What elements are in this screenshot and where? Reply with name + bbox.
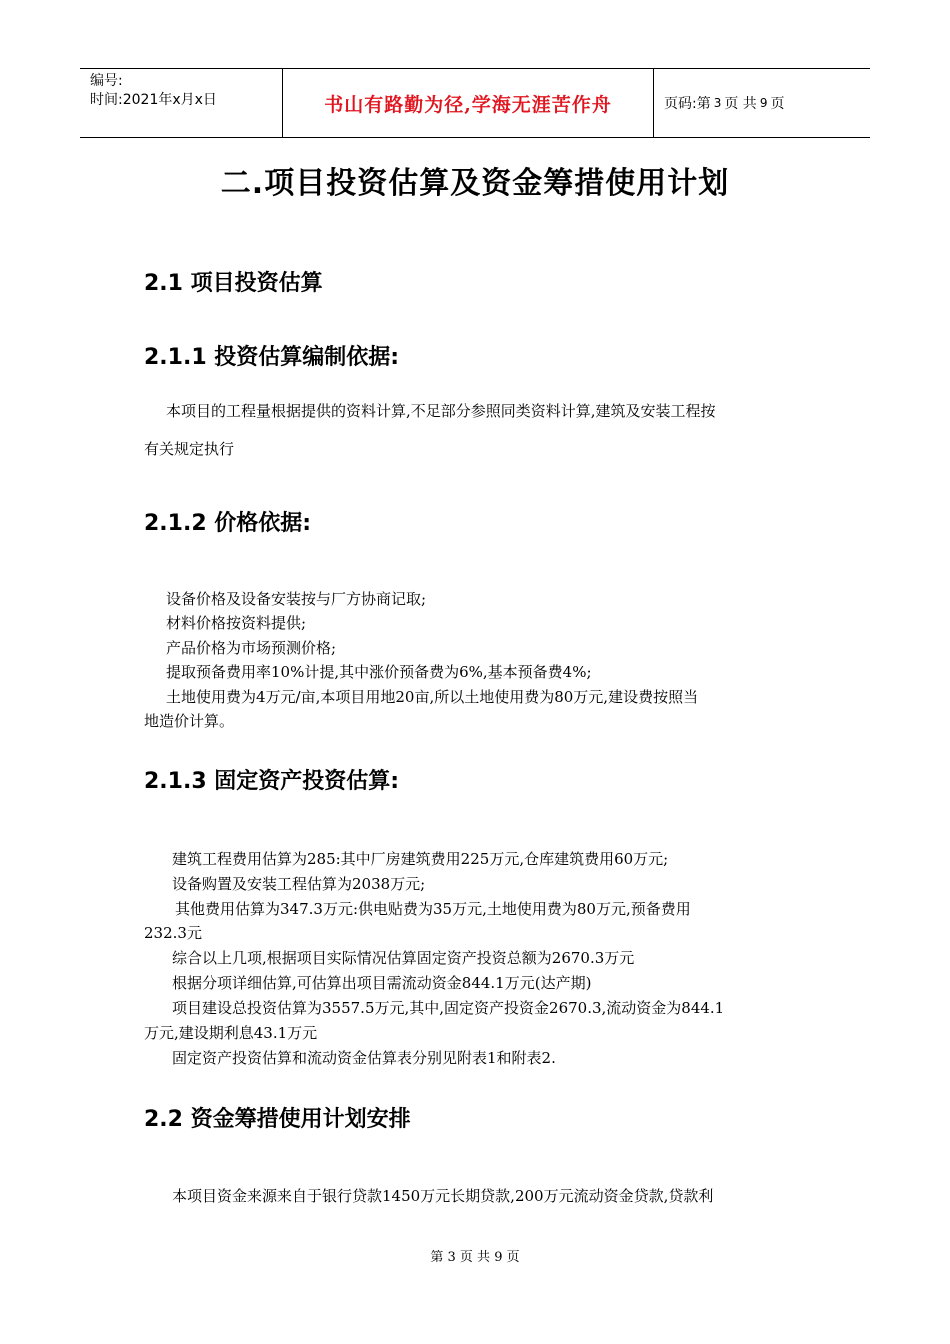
header-page-total: 9 (759, 96, 768, 110)
header-page-info (654, 69, 870, 137)
paragraph-line: 232.3元 (144, 924, 202, 942)
paragraph-line: 土地使用费为4万元/亩,本项目用地20亩,所以土地使用费为80万元,建设费按照当 (166, 688, 699, 706)
paragraph-line: 固定资产投资估算和流动资金估算表分别见附表1和附表2. (172, 1049, 556, 1067)
header-time-label: 时间:2021年x月x日 (90, 92, 217, 108)
paragraph-line: 根据分项详细估算,可估算出项目需流动资金844.1万元(达产期) (172, 974, 592, 992)
paragraph-line: 有关规定执行 (144, 440, 235, 458)
section-2-1-3-heading: 2.1.3 固定资产投资估算: (144, 769, 400, 794)
paragraph-line: 设备购置及安装工程估算为2038万元; (172, 875, 426, 893)
header-code-label: 编号: (90, 73, 123, 89)
paragraph-line: 项目建设总投资估算为3557.5万元,其中,固定资产投资金2670.3,流动资金为844.1 (172, 999, 725, 1017)
section-2-1-1-heading: 2.1.1 投资估算编制依据: (144, 345, 400, 370)
paragraph-line: 产品价格为市场预测价格; (166, 639, 337, 657)
section-2-1-heading: 2.1 项目投资估算 (144, 271, 323, 296)
page-footer: 第 3 页 共 9 页 (430, 1250, 520, 1265)
paragraph-line: 综合以上几项,根据项目实际情况估算固定资产投资总额为2670.3万元 (172, 949, 635, 967)
paragraph-line: 材料价格按资料提供; (166, 614, 307, 632)
paragraph-line: 建筑工程费用估算为285:其中厂房建筑费用225万元,仓库建筑费用60万元; (172, 850, 669, 868)
paragraph-line: 提取预备费用率10%计提,其中涨价预备费为6%,基本预备费4%; (166, 663, 592, 681)
document-title: 二.项目投资估算及资金筹措使用计划 (220, 166, 730, 201)
header-meta (80, 69, 282, 137)
section-2-1-2-heading: 2.1.2 价格依据: (144, 511, 312, 536)
header-motto: 书山有路勤为径,学海无涯苦作舟 (282, 69, 654, 137)
header-page-suffix: 页 (770, 96, 785, 112)
header-page-mid: 页 共 (724, 96, 757, 112)
header-page-prefix: 页码:第 (664, 96, 711, 112)
header-page-num: 3 (713, 96, 722, 110)
paragraph-line: 其他费用估算为347.3万元:供电贴费为35万元,土地使用费为80万元,预备费用 (175, 900, 691, 918)
section-2-2-heading: 2.2 资金筹措使用计划安排 (144, 1107, 411, 1132)
paragraph-line: 本项目的工程量根据提供的资料计算,不足部分参照同类资料计算,建筑及安装工程按 (166, 402, 716, 420)
paragraph-line: 设备价格及设备安装按与厂方协商记取; (166, 590, 427, 608)
paragraph-line: 万元,建设期利息43.1万元 (144, 1024, 318, 1042)
page-header (80, 68, 870, 138)
paragraph-line: 本项目资金来源来自于银行贷款1450万元长期贷款,200万元流动资金贷款,贷款利 (172, 1187, 714, 1205)
paragraph-line: 地造价计算。 (144, 712, 235, 730)
